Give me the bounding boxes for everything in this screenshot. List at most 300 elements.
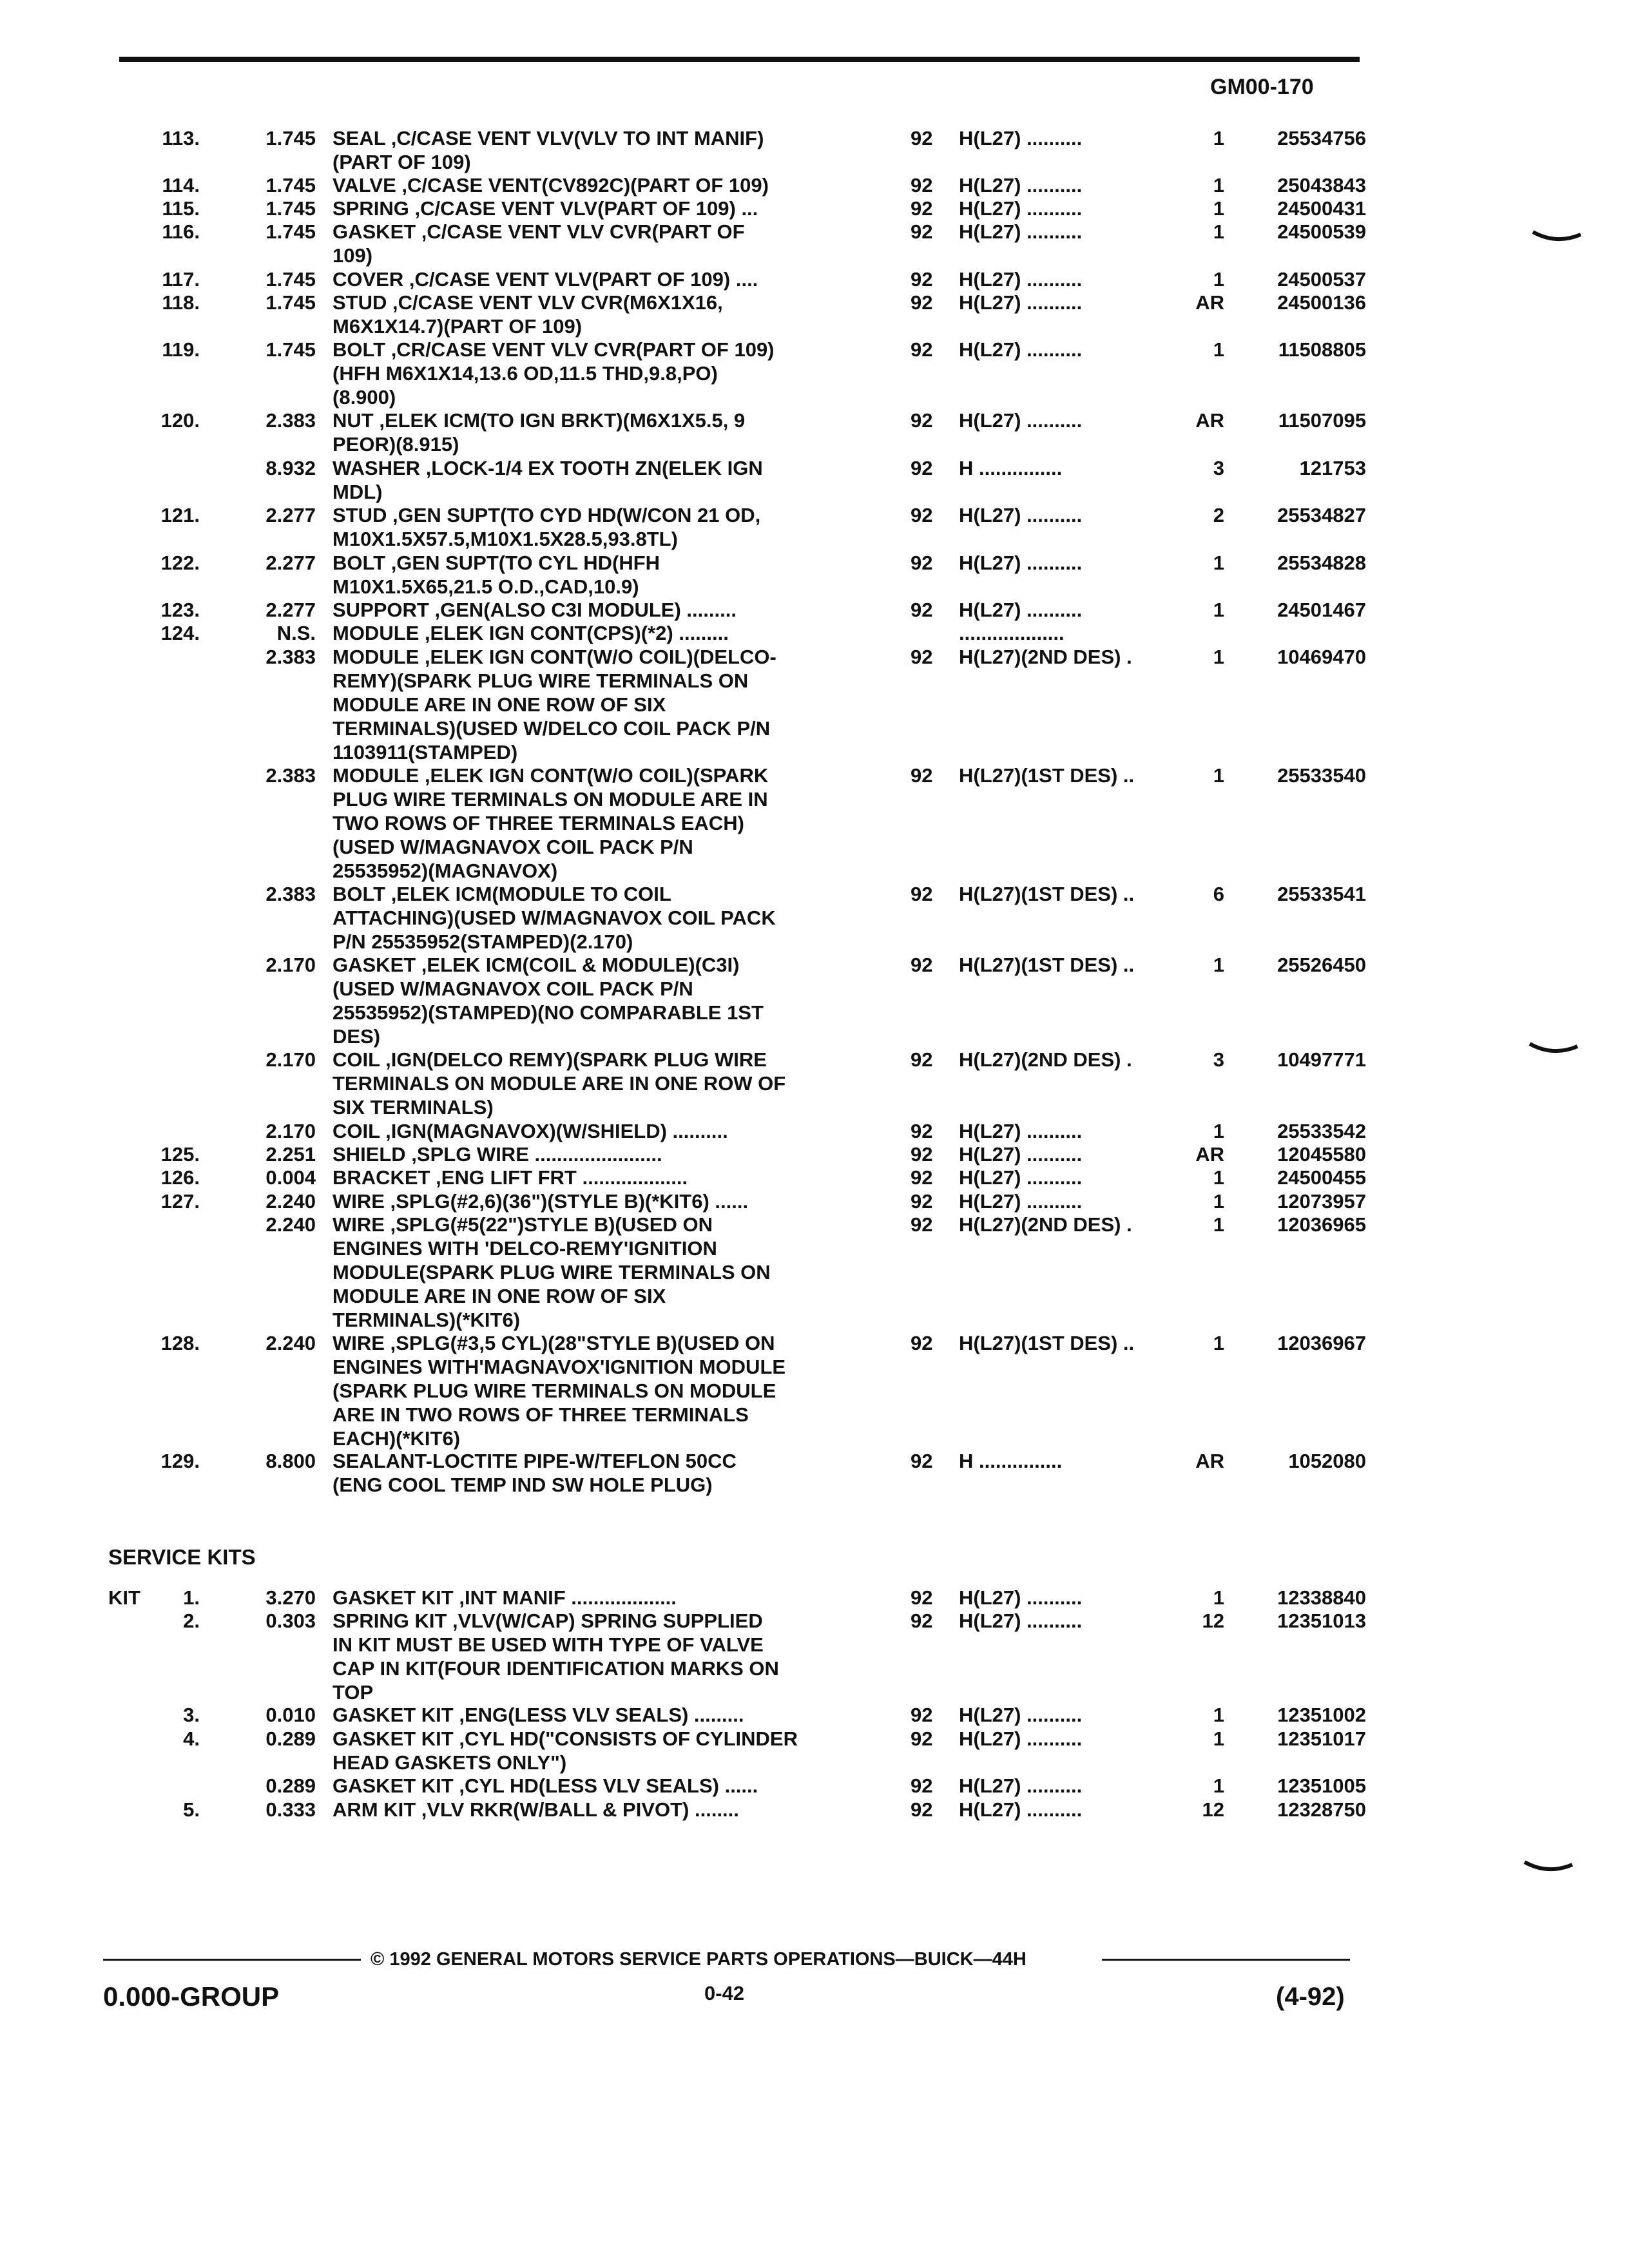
group-number: 1.745 — [265, 338, 316, 361]
part-name: MODULE — [333, 646, 419, 668]
footer-copyright: © 1992 GENERAL MOTORS SERVICE PARTS OPERATIONS—BUICK—44H — [371, 1949, 1027, 1970]
description-continuation: (USED W/MAGNAVOX COIL PACK P/N — [333, 836, 693, 858]
part-number: 24500539 — [1277, 220, 1366, 243]
group-number: 3.270 — [265, 1586, 316, 1609]
model-year: 92 — [911, 457, 933, 479]
description-text: ,VLV(W/CAP) SPRING SUPPLIED — [447, 1610, 763, 1632]
item-number — [97, 338, 200, 361]
part-description — [333, 1142, 867, 1166]
model-year: 92 — [911, 1213, 933, 1236]
item-number-text: 2. — [183, 1610, 200, 1632]
part-description — [333, 1048, 867, 1119]
part-name: WIRE — [333, 1332, 385, 1354]
item-number — [97, 598, 200, 622]
catalog-code: GM00-170 — [1210, 75, 1314, 99]
part-description — [333, 764, 867, 883]
footer-rule-left — [103, 1959, 361, 1961]
part-description — [333, 882, 867, 954]
item-number-text: 129. — [160, 1450, 200, 1472]
description-first-line — [333, 1332, 775, 1354]
quantity: AR — [1195, 291, 1224, 314]
model-code: H(L27) .......... — [959, 197, 1083, 220]
quantity: 3 — [1213, 1048, 1224, 1071]
part-description — [333, 1774, 867, 1798]
quantity: 2 — [1213, 504, 1224, 526]
part-description — [333, 126, 867, 174]
part-number: 10497771 — [1277, 1048, 1366, 1071]
part-number: 12328750 — [1277, 1798, 1366, 1821]
quantity: 1 — [1213, 174, 1224, 197]
item-number — [97, 1142, 200, 1166]
description-text: ,ENG LIFT FRT ................... — [430, 1166, 688, 1189]
description-continuation: PEOR)(8.915) — [333, 433, 459, 456]
description-continuation: CAP IN KIT(FOUR IDENTIFICATION MARKS ON — [333, 1657, 779, 1680]
part-number: 12073957 — [1277, 1190, 1366, 1213]
item-number — [97, 1703, 200, 1727]
part-name: COIL — [333, 1048, 380, 1071]
model-year: 92 — [911, 1610, 933, 1632]
part-name: SHIELD — [333, 1143, 406, 1166]
quantity: 1 — [1213, 1190, 1224, 1213]
description-text: ,C/CASE VENT VLV CVR(M6X1X16, — [387, 291, 723, 314]
item-number — [97, 551, 200, 575]
quantity: AR — [1195, 409, 1224, 432]
item-number-text: 118. — [162, 291, 200, 314]
description-first-line — [333, 1586, 677, 1609]
model-year: 92 — [911, 1798, 933, 1821]
description-text: ,CR/CASE VENT VLV CVR(PART OF 109) — [385, 338, 775, 361]
part-number: 24500136 — [1277, 291, 1366, 314]
description-continuation: IN KIT MUST BE USED WITH TYPE OF VALVE — [333, 1633, 764, 1656]
description-continuation: ATTACHING)(USED W/MAGNAVOX COIL PACK — [333, 907, 776, 929]
item-number — [97, 1586, 200, 1610]
footer-group: 0.000-GROUP — [103, 1981, 280, 2012]
part-name: SPRING — [333, 197, 409, 220]
item-number-text: 3. — [183, 1704, 200, 1726]
part-name: GASKET KIT — [333, 1704, 454, 1726]
group-number: 8.800 — [265, 1450, 316, 1472]
footer-page-number: 0-42 — [704, 1982, 745, 2004]
part-name: NUT — [333, 409, 374, 432]
quantity: 1 — [1213, 197, 1224, 220]
item-number-text: 1. — [183, 1586, 200, 1609]
description-continuation: TERMINALS)(USED W/DELCO COIL PACK P/N — [333, 717, 771, 740]
item-number-text: 113. — [162, 127, 200, 149]
description-continuation: HEAD GASKETS ONLY") — [333, 1751, 567, 1774]
description-text: ,ELEK ICM(MODULE TO COIL — [385, 883, 671, 905]
model-code: H(L27)(2ND DES) . — [959, 646, 1132, 668]
model-year: 92 — [911, 409, 933, 432]
item-number-text: 125. — [160, 1143, 200, 1166]
group-number: 1.745 — [265, 291, 316, 314]
group-number: 1.745 — [265, 127, 316, 149]
description-text: ,ELEK ICM(TO IGN BRKT)(M6X1X5.5, 9 — [373, 409, 746, 432]
item-number-text: 115. — [162, 197, 200, 220]
quantity: 1 — [1213, 338, 1224, 361]
part-number: 12338840 — [1277, 1586, 1366, 1609]
description-text: ,SPLG(#2,6)(36")(STYLE B)(*KIT6) ...... — [384, 1190, 749, 1213]
model-code: H(L27) .......... — [959, 1120, 1083, 1142]
part-number: 12351017 — [1277, 1727, 1366, 1750]
quantity: 1 — [1213, 1586, 1224, 1609]
item-number — [97, 1189, 200, 1213]
quantity: 1 — [1213, 1774, 1224, 1797]
service-kits-heading: SERVICE KITS — [108, 1545, 256, 1569]
part-description — [333, 267, 867, 291]
group-number: 2.383 — [265, 883, 316, 905]
part-name: SUPPORT — [333, 599, 429, 621]
description-continuation: TERMINALS ON MODULE ARE IN ONE ROW OF — [333, 1072, 786, 1095]
quantity: 3 — [1213, 457, 1224, 479]
description-first-line — [333, 883, 671, 905]
model-year: 92 — [911, 338, 933, 361]
part-name: SEAL — [333, 127, 386, 149]
model-code: H(L27) .......... — [959, 220, 1083, 243]
quantity: 1 — [1213, 220, 1224, 243]
margin-mark — [1527, 1037, 1582, 1063]
quantity: 1 — [1213, 127, 1224, 149]
item-number — [97, 1609, 200, 1633]
description-continuation: 109) — [333, 244, 373, 267]
description-first-line — [333, 1610, 763, 1632]
description-first-line — [333, 197, 758, 220]
quantity: 1 — [1213, 764, 1224, 787]
item-number-text: 122. — [160, 552, 200, 574]
description-continuation: SIX TERMINALS) — [333, 1096, 494, 1119]
description-continuation: (8.900) — [333, 386, 396, 408]
description-first-line — [333, 1143, 662, 1166]
description-first-line — [333, 220, 745, 243]
description-first-line — [333, 338, 775, 361]
description-first-line — [333, 599, 737, 621]
group-number: 2.170 — [265, 1120, 316, 1142]
item-number — [97, 197, 200, 220]
part-number: 25534828 — [1277, 552, 1366, 574]
description-text: ,ELEK IGN CONT(W/O COIL)(DELCO- — [419, 646, 776, 668]
part-name: BOLT — [333, 338, 386, 361]
model-year: 92 — [911, 291, 933, 314]
part-name: STUD — [333, 504, 387, 526]
part-description — [333, 338, 867, 409]
model-code: H(L27) .......... — [959, 599, 1083, 621]
description-first-line — [333, 1704, 744, 1726]
item-number-text: 119. — [162, 338, 200, 361]
part-number: 11508805 — [1278, 338, 1366, 361]
description-text: ,ELEK IGN CONT(CPS)(*2) ......... — [419, 622, 729, 644]
model-code: H(L27)(1ST DES) .. — [959, 1332, 1135, 1354]
part-name: GASKET — [333, 954, 416, 976]
description-continuation: DES) — [333, 1025, 381, 1048]
part-number: 25533541 — [1277, 883, 1366, 905]
model-code: H(L27) .......... — [959, 1610, 1083, 1632]
model-year: 92 — [911, 954, 933, 976]
part-name: GASKET KIT — [333, 1727, 454, 1750]
model-code: H(L27) .......... — [959, 291, 1083, 314]
group-number: 2.170 — [265, 954, 316, 976]
group-number: 1.745 — [265, 268, 316, 291]
description-first-line — [333, 127, 764, 149]
item-number — [97, 291, 200, 314]
part-number: 24501467 — [1277, 599, 1366, 621]
description-continuation: (SPARK PLUG WIRE TERMINALS ON MODULE — [333, 1379, 776, 1402]
group-number: 0.010 — [265, 1704, 316, 1726]
model-year: 92 — [911, 1450, 933, 1472]
part-number: 12351005 — [1277, 1774, 1366, 1797]
item-number-text: 4. — [183, 1727, 200, 1750]
part-name: GASKET KIT — [333, 1774, 454, 1797]
part-name: ARM KIT — [333, 1798, 416, 1821]
part-number: 12351013 — [1277, 1610, 1366, 1632]
description-continuation: 25535952)(MAGNAVOX) — [333, 860, 558, 882]
item-number — [97, 1331, 200, 1355]
model-code: H(L27) .......... — [959, 1143, 1083, 1166]
footer-date: (4-92) — [1276, 1983, 1345, 2011]
group-number: 2.277 — [265, 552, 316, 574]
item-number — [97, 503, 200, 527]
description-continuation: M10X1.5X57.5,M10X1.5X28.5,93.8TL) — [333, 528, 678, 550]
model-year: 92 — [911, 1190, 933, 1213]
description-text: ,GEN(ALSO C3I MODULE) ......... — [429, 599, 737, 621]
part-name: SPRING KIT — [333, 1610, 447, 1632]
part-description — [333, 1703, 867, 1727]
model-year: 92 — [911, 127, 933, 149]
item-number — [97, 1798, 200, 1821]
group-number: 2.277 — [265, 599, 316, 621]
model-code: H(L27) .......... — [959, 268, 1083, 291]
part-name: WASHER — [333, 457, 421, 479]
kit-prefix: KIT — [108, 1586, 140, 1609]
model-year: 92 — [911, 552, 933, 574]
description-first-line — [333, 1048, 767, 1071]
description-text: ,SPLG WIRE ....................... — [405, 1143, 662, 1166]
item-number-text: 123. — [160, 599, 200, 621]
part-description — [333, 1609, 867, 1704]
item-number — [97, 1166, 200, 1189]
group-number: 0.333 — [265, 1798, 316, 1821]
description-continuation: M6X1X14.7)(PART OF 109) — [333, 315, 583, 338]
model-year: 92 — [911, 1166, 933, 1189]
description-first-line — [333, 504, 760, 526]
part-description — [333, 1189, 867, 1213]
description-first-line — [333, 1727, 798, 1750]
item-number — [97, 621, 200, 645]
item-number-text: 126. — [160, 1166, 200, 1189]
group-number: 1.745 — [265, 174, 316, 197]
quantity: 1 — [1213, 1704, 1224, 1726]
description-text: ,GEN SUPT(TO CYL HD(HFH — [385, 552, 660, 574]
part-number: 24500537 — [1277, 268, 1366, 291]
description-text: ,ENG(LESS VLV SEALS) ......... — [453, 1704, 744, 1726]
quantity: 1 — [1213, 552, 1224, 574]
description-first-line — [333, 1450, 737, 1472]
description-continuation: M10X1.5X65,21.5 O.D.,CAD,10.9) — [333, 575, 639, 598]
description-text: ,C/CASE VENT(CV892C)(PART OF 109) — [396, 174, 769, 197]
quantity: 1 — [1213, 646, 1224, 668]
description-text: ,CYL HD(LESS VLV SEALS) ...... — [453, 1774, 758, 1797]
part-description — [333, 1586, 867, 1610]
part-description — [333, 503, 867, 551]
model-code: H(L27) .......... — [959, 1727, 1083, 1750]
part-number: 25533540 — [1277, 764, 1366, 787]
group-number: 2.277 — [265, 504, 316, 526]
description-text: ,C/CASE VENT VLV(PART OF 109) .... — [403, 268, 758, 291]
part-number: 12036965 — [1277, 1213, 1366, 1236]
description-continuation: MODULE(SPARK PLUG WIRE TERMINALS ON — [333, 1261, 771, 1283]
part-name: MODULE — [333, 764, 419, 787]
description-continuation: TERMINALS)(*KIT6) — [333, 1309, 521, 1331]
description-text: ,C/CASE VENT VLV(PART OF 109) ... — [409, 197, 758, 220]
description-first-line — [333, 457, 763, 479]
model-code: H ............... — [959, 457, 1063, 479]
part-name: GASKET KIT — [333, 1586, 454, 1609]
part-number: 121753 — [1299, 457, 1366, 479]
description-continuation: TWO ROWS OF THREE TERMINALS EACH) — [333, 812, 744, 834]
group-number: 0.004 — [265, 1166, 316, 1189]
part-name: MODULE — [333, 622, 419, 644]
description-first-line — [333, 1166, 688, 1189]
description-first-line — [333, 646, 776, 668]
part-number: 12045580 — [1277, 1143, 1366, 1166]
part-number: 24500455 — [1277, 1166, 1366, 1189]
part-number: 12036967 — [1277, 1332, 1366, 1354]
description-text: ,SPLG(#5(22")STYLE B)(USED ON — [384, 1213, 713, 1236]
description-first-line — [333, 291, 723, 314]
item-number-text: 124. — [160, 622, 200, 644]
part-number: 10469470 — [1277, 646, 1366, 668]
description-continuation: P/N 25535952(STAMPED)(2.170) — [333, 930, 633, 953]
quantity: 12 — [1202, 1610, 1224, 1632]
model-year: 92 — [911, 1727, 933, 1750]
quantity: 12 — [1202, 1798, 1224, 1821]
model-year: 92 — [911, 764, 933, 787]
description-text: ,LOCK-1/4 EX TOOTH ZN(ELEK IGN — [420, 457, 763, 479]
item-number — [97, 173, 200, 197]
description-text: ,SPLG(#3,5 CYL)(28"STYLE B)(USED ON — [384, 1332, 775, 1354]
footer-rule-right — [1102, 1959, 1350, 1961]
part-name: VALVE — [333, 174, 396, 197]
description-first-line — [333, 552, 660, 574]
description-text: ,CYL HD("CONSISTS OF CYLINDER — [453, 1727, 798, 1750]
item-number — [97, 267, 200, 291]
part-description — [333, 220, 867, 267]
model-year: 92 — [911, 504, 933, 526]
item-number-text: 128. — [160, 1332, 200, 1354]
description-text: ,IGN(DELCO REMY)(SPARK PLUG WIRE — [380, 1048, 767, 1071]
model-code: H(L27) .......... — [959, 552, 1083, 574]
part-description — [333, 1166, 867, 1189]
part-number: 11507095 — [1278, 409, 1366, 432]
description-text: ,C/CASE VENT VLV CVR(PART OF — [416, 220, 745, 243]
quantity: 6 — [1213, 883, 1224, 905]
model-code: H(L27) .......... — [959, 1586, 1083, 1609]
item-number-text: 117. — [162, 268, 200, 291]
part-name: COIL — [333, 1120, 380, 1142]
model-code: H(L27) .......... — [959, 1166, 1083, 1189]
part-name: COVER — [333, 268, 404, 291]
model-year: 92 — [911, 1704, 933, 1726]
item-number-text: 116. — [162, 220, 200, 243]
model-year: 92 — [911, 268, 933, 291]
description-continuation: PLUG WIRE TERMINALS ON MODULE ARE IN — [333, 788, 768, 811]
item-number-text: 127. — [160, 1190, 200, 1213]
item-number — [97, 126, 200, 150]
description-continuation: EACH)(*KIT6) — [333, 1427, 461, 1450]
group-number: 8.932 — [265, 457, 316, 479]
group-number: N.S. — [276, 622, 316, 644]
model-code: H(L27) .......... — [959, 1798, 1083, 1821]
model-year: 92 — [911, 220, 933, 243]
description-continuation: MDL) — [333, 481, 383, 503]
group-number: 2.240 — [265, 1332, 316, 1354]
part-description — [333, 621, 867, 645]
part-name: BOLT — [333, 883, 386, 905]
description-first-line — [333, 764, 768, 787]
model-code: ................... — [959, 622, 1065, 644]
item-number — [97, 1727, 200, 1751]
part-name: STUD — [333, 291, 387, 314]
quantity: 1 — [1213, 1213, 1224, 1236]
part-description — [333, 456, 867, 504]
description-first-line — [333, 409, 745, 432]
part-name: WIRE — [333, 1213, 385, 1236]
group-number: 0.303 — [265, 1610, 316, 1632]
model-code: H(L27)(1ST DES) .. — [959, 954, 1135, 976]
group-number: 2.383 — [265, 764, 316, 787]
description-continuation: MODULE ARE IN ONE ROW OF SIX — [333, 693, 666, 716]
model-year: 92 — [911, 1120, 933, 1142]
model-code: H(L27) .......... — [959, 1774, 1083, 1797]
description-first-line — [333, 1774, 758, 1797]
model-code: H(L27)(2ND DES) . — [959, 1048, 1132, 1071]
group-number: 2.170 — [265, 1048, 316, 1071]
description-continuation: (ENG COOL TEMP IND SW HOLE PLUG) — [333, 1474, 713, 1496]
group-number: 0.289 — [265, 1774, 316, 1797]
group-number: 2.240 — [265, 1190, 316, 1213]
part-description — [333, 1331, 867, 1450]
item-number-text: 120. — [160, 409, 200, 432]
top-rule — [119, 57, 1360, 62]
quantity: 1 — [1213, 1727, 1224, 1750]
quantity: 1 — [1213, 1332, 1224, 1354]
part-description — [333, 953, 867, 1048]
model-code: H(L27) .......... — [959, 504, 1083, 526]
description-first-line — [333, 1213, 713, 1236]
model-year: 92 — [911, 646, 933, 668]
description-first-line — [333, 1120, 728, 1142]
part-description — [333, 1798, 867, 1821]
model-year: 92 — [911, 599, 933, 621]
part-number: 12351002 — [1277, 1704, 1366, 1726]
description-text: ,IGN(MAGNAVOX)(W/SHIELD) .......... — [380, 1120, 728, 1142]
description-first-line — [333, 954, 739, 976]
quantity: 1 — [1213, 268, 1224, 291]
model-year: 92 — [911, 174, 933, 197]
description-continuation: TOP — [333, 1681, 374, 1704]
description-continuation: REMY)(SPARK PLUG WIRE TERMINALS ON — [333, 669, 749, 692]
model-year: 92 — [911, 1586, 933, 1609]
part-description — [333, 551, 867, 599]
quantity: 1 — [1213, 1120, 1224, 1142]
quantity: 1 — [1213, 954, 1224, 976]
margin-mark — [1522, 1856, 1577, 1881]
part-name: BRACKET — [333, 1166, 430, 1189]
model-code: H ............... — [959, 1450, 1063, 1472]
model-year: 92 — [911, 197, 933, 220]
part-description — [333, 197, 867, 220]
description-continuation: (PART OF 109) — [333, 151, 471, 173]
part-name: GASKET — [333, 220, 416, 243]
model-year: 92 — [911, 1143, 933, 1166]
